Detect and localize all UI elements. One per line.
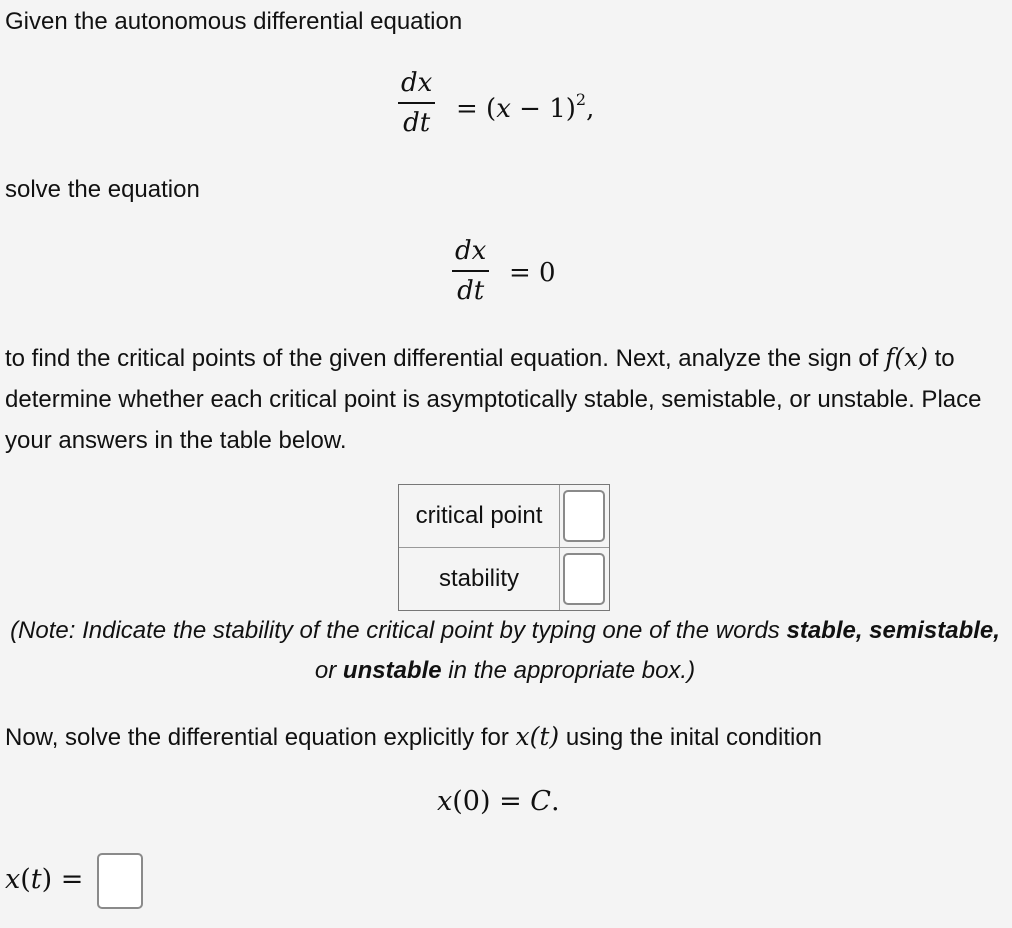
paragraph-part1: to find the critical points of the given differential equation. Next, analyze the sign of xyxy=(5,345,886,372)
answer-equals: = xyxy=(52,864,84,895)
note-bold-words: stable, semistable, xyxy=(786,617,1000,644)
note-part3: in the appropriate box.) xyxy=(441,657,696,684)
equation1-exponent: 2 xyxy=(575,90,587,109)
ic-mid: (0) = xyxy=(452,786,531,817)
ic-period: . xyxy=(550,786,560,817)
ic-constant: C xyxy=(530,786,551,817)
answer-paren-open: ( xyxy=(20,864,31,895)
critical-point-input[interactable] xyxy=(563,490,605,542)
equation1-fraction xyxy=(398,70,435,136)
solve-text: solve the equation xyxy=(5,176,200,203)
note-bold-unstable: unstable xyxy=(342,657,442,684)
equation1-rhs-var: x xyxy=(496,94,511,124)
critical-point-label: critical point xyxy=(399,485,560,547)
answer-label xyxy=(5,864,83,895)
paragraph-part2: to determine whether each critical point is asymptotically stable, semistable, or unstable. Place your answers in the table below. xyxy=(5,345,982,454)
xt-math: x(t) xyxy=(515,722,560,751)
answer-var: x xyxy=(5,864,21,895)
table-row-stability xyxy=(399,547,609,610)
equation2-rhs: = 0 xyxy=(509,258,556,288)
equation2-denominator: dt xyxy=(457,276,485,306)
table-row-critical-point xyxy=(399,485,609,547)
stability-label: stability xyxy=(399,548,560,610)
intro-text: Given the autonomous differential equation xyxy=(5,8,463,35)
solve-explicit-part1: Now, solve the differential equation explicitly for xyxy=(5,724,516,751)
equation1-rhs-prefix: = ( xyxy=(456,94,497,124)
answer-t: t xyxy=(30,864,42,895)
fx-math: f(x) xyxy=(885,343,928,372)
instructions-paragraph xyxy=(5,337,1005,461)
critical-point-table xyxy=(398,484,610,611)
note-part1: (Note: Indicate the stability of the critical point by typing one of the words xyxy=(10,617,787,644)
ic-var: x xyxy=(437,786,453,817)
initial-condition xyxy=(437,786,560,817)
xt-answer-input[interactable] xyxy=(97,853,143,909)
note-part2: or xyxy=(314,657,343,684)
answer-paren-close: ) xyxy=(41,864,53,895)
solve-explicit-part2: using the inital condition xyxy=(559,724,823,751)
equation2-numerator: dx xyxy=(455,236,487,266)
stability-input[interactable] xyxy=(563,553,605,605)
equation1-rhs-suffix: , xyxy=(586,94,595,124)
equation1-rhs-mid: − 1) xyxy=(510,94,576,124)
stability-note xyxy=(5,611,1005,691)
solve-explicit-text xyxy=(5,722,822,752)
equation2-fraction xyxy=(452,238,489,304)
equation1-denominator: dt xyxy=(403,108,431,138)
equation1-numerator: dx xyxy=(401,68,433,98)
equation1-rhs xyxy=(456,90,594,124)
